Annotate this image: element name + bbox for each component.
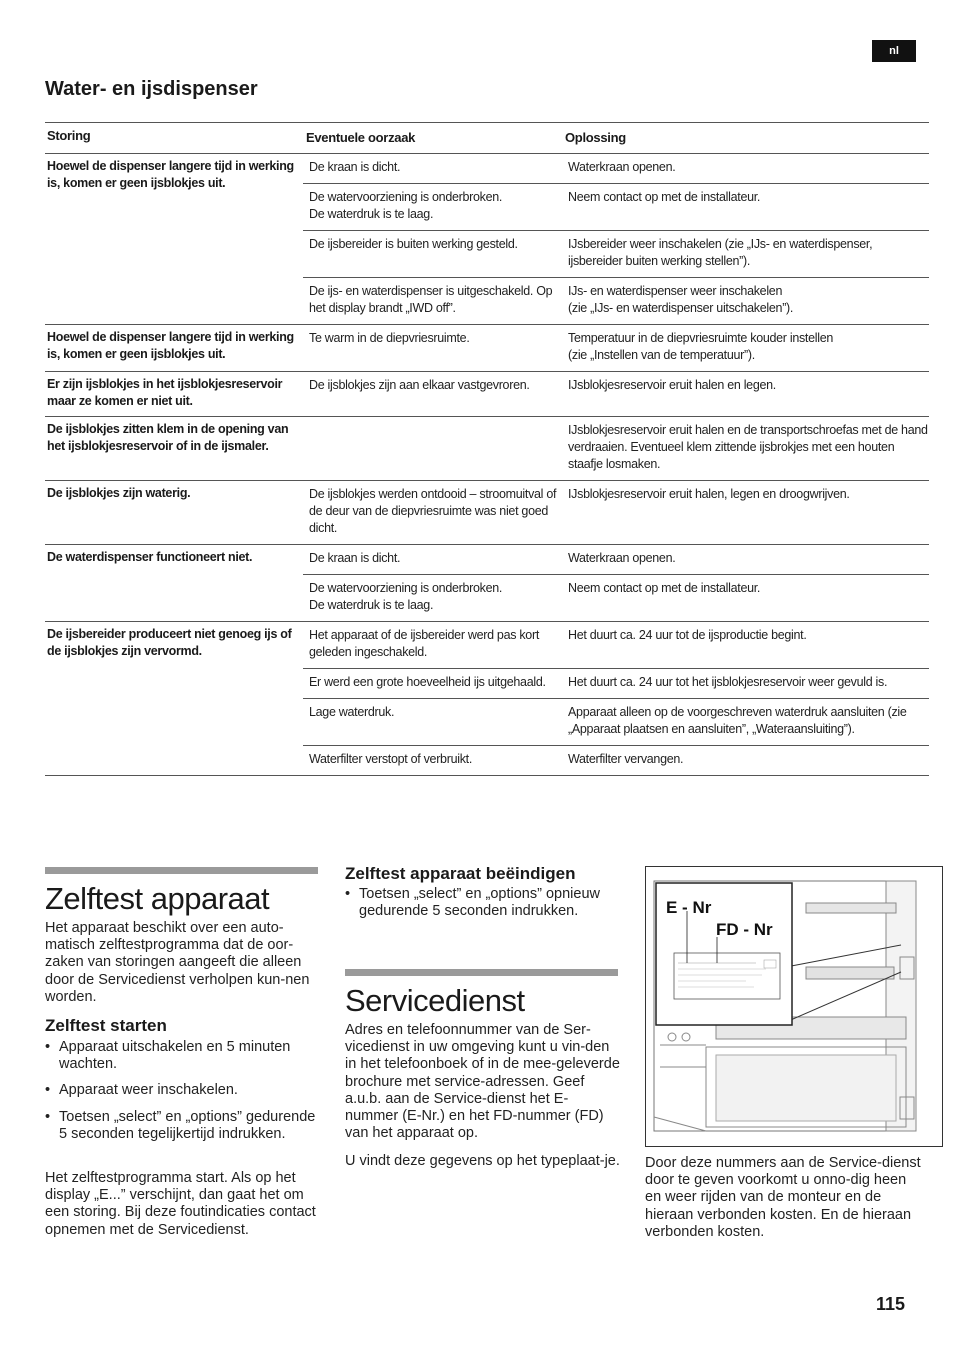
solution-cell: IJsblokjesreservoir eruit halen en de transportschroefas met de hand verdraaien. Eventueel klem zittende ijsbrokjes met een houten staafje losmaken. <box>568 423 928 471</box>
selftest-start-steps <box>45 1039 319 1152</box>
selftest-intro: Het apparaat beschikt over een auto-matisch zelftestprogramma dat de oor-zaken van storingen aangeeft die alleen door de Servicedienst verholpen kun-nen worden. <box>45 920 310 1005</box>
solution-cell: Apparaat alleen op de voorgeschreven waterdruk aansluiten (zie „Apparaat plaatsen en aansluiten”, „Wateraansluiting”). <box>568 705 907 736</box>
page-number: 115 <box>876 1294 906 1314</box>
table-row <box>303 575 929 621</box>
cause-cell: De ijsbereider is buiten werking gesteld. <box>309 237 518 251</box>
section-rule <box>45 867 318 874</box>
cause-cell: De watervoorziening is onderbroken. De waterdruk is te laag. <box>309 190 503 221</box>
list-item: • Toetsen „select” en „options” opnieuw gedurende 5 seconden indrukken. <box>345 886 610 920</box>
symptom-cell: De waterdispenser functioneert niet. <box>47 550 253 564</box>
cause-cell: De ijsblokjes zijn aan elkaar vastgevroren. <box>309 378 530 392</box>
table-row <box>303 746 929 775</box>
service-body: Adres en telefoonnummer van de Ser-vicedienst in uw omgeving kunt u vin-den in het telefoonboek of in de mee-geleverde brochure met service-adressen. Geef a.u.b. aan de Service-dienst het E-nummer (E-Nr.) en het FD-nummer (FD) van het apparaat op. <box>345 1022 620 1142</box>
symptom-cell: De ijsblokjes zijn waterig. <box>47 486 191 500</box>
table-row <box>303 622 929 669</box>
selftest-end-steps <box>345 886 610 929</box>
cause-cell: De kraan is dicht. <box>309 160 401 174</box>
solution-cell: Het duurt ca. 24 uur tot het ijsblokjesreservoir weer gevuld is. <box>568 675 888 689</box>
selftest-title: Zelftest apparaat <box>45 881 270 916</box>
section-rule <box>345 969 618 976</box>
list-item: • Apparaat weer inschakelen. <box>45 1082 319 1099</box>
cause-cell: De ijs- en waterdispenser is uitgeschakeld. Op het display brandt „IWD off”. <box>309 284 553 315</box>
list-item: • Apparaat uitschakelen en 5 minuten wachten. <box>45 1039 319 1073</box>
table-row <box>303 184 929 231</box>
header-oorzaak: Eventuele oorzaak <box>306 130 416 145</box>
table-row <box>303 669 929 699</box>
symptom-cell: Er zijn ijsblokjes in het ijsblokjesreservoir maar ze komen er niet uit. <box>47 377 283 408</box>
fdnr-label: FD - Nr <box>716 920 773 939</box>
table-row <box>303 417 929 480</box>
table-row-group <box>45 417 929 481</box>
header-oplossing: Oplossing <box>565 130 626 145</box>
symptom-cell: De ijsbereider produceert niet genoeg ijs of de ijsblokjes zijn vervormd. <box>47 627 292 658</box>
table-row-group <box>45 325 929 372</box>
service-body-2: U vindt deze gegevens op het typeplaat-je. <box>345 1153 620 1169</box>
solution-cell: Neem contact op met de installateur. <box>568 581 761 595</box>
solution-cell: Neem contact op met de installateur. <box>568 190 761 204</box>
solution-cell: Waterkraan openen. <box>568 551 676 565</box>
solution-cell: Waterfilter vervangen. <box>568 752 684 766</box>
solution-cell: Waterkraan openen. <box>568 160 676 174</box>
table-row <box>303 278 929 324</box>
solution-cell: IJsblokjesreservoir eruit halen en legen. <box>568 378 776 392</box>
cause-cell: De ijsblokjes werden ontdooid – stroomuitval of de deur van de diepvriesruimte was niet goed dicht. <box>309 487 557 535</box>
cause-cell: De watervoorziening is onderbroken. De waterdruk is te laag. <box>309 581 503 612</box>
table-row-group <box>45 154 929 325</box>
language-badge: nl <box>872 40 916 62</box>
selftest-start-title: Zelftest starten <box>45 1016 167 1035</box>
symptom-cell: De ijsblokjes zitten klem in de opening van het ijsblokjesreservoir of in de ijsmaler. <box>47 422 289 453</box>
table-row-group <box>45 481 929 545</box>
symptom-cell: Hoewel de dispenser langere tijd in werking is, komen er geen ijsblokjes uit. <box>47 330 294 361</box>
table-row-group <box>45 622 929 776</box>
service-title: Servicedienst <box>345 983 525 1018</box>
table-row <box>303 699 929 746</box>
cause-cell: Waterfilter verstopt of verbruikt. <box>309 752 472 766</box>
table-header <box>45 122 929 154</box>
solution-cell: Temperatuur in de diepvriesruimte kouder instellen (zie „Instellen van de temperatuur”). <box>568 331 834 362</box>
table-row <box>303 325 929 371</box>
troubleshooting-table <box>45 122 929 776</box>
cause-cell <box>306 417 562 429</box>
section-title: Water- en ijsdispenser <box>45 78 258 100</box>
rating-plate-figure <box>645 866 943 1147</box>
selftest-outro: Het zelftestprogramma start. Als op het display „E...” verschijnt, dan gaat het om een storing. Bij deze foutindicaties contact opnemen met de Servicedienst. <box>45 1170 316 1238</box>
solution-cell: Het duurt ca. 24 uur tot de ijsproductie begint. <box>568 628 807 642</box>
enr-label: E - Nr <box>666 898 712 917</box>
table-row <box>303 231 929 278</box>
fridge-illustration <box>646 867 942 1146</box>
header-storing: Storing <box>47 128 91 143</box>
cause-cell: Het apparaat of de ijsbereider werd pas kort geleden ingeschakeld. <box>309 628 539 659</box>
solution-cell: IJsblokjesreservoir eruit halen, legen en droogwrijven. <box>568 487 850 501</box>
table-row <box>303 154 929 184</box>
table-row <box>303 481 929 544</box>
solution-cell: IJsbereider weer inschakelen (zie „IJs- en waterdispenser, ijsbereider buiten werking stellen”). <box>568 237 873 268</box>
cause-cell: Te warm in de diepvriesruimte. <box>309 331 470 345</box>
table-row-group <box>45 372 929 417</box>
table-body <box>45 154 929 776</box>
symptom-cell: Hoewel de dispenser langere tijd in werking is, komen er geen ijsblokjes uit. <box>47 159 294 190</box>
table-row-group <box>45 545 929 622</box>
cause-cell: Er werd een grote hoeveelheid ijs uitgehaald. <box>309 675 546 689</box>
selftest-end-title: Zelftest apparaat beëindigen <box>345 864 576 883</box>
solution-cell: IJs- en waterdispenser weer inschakelen (zie „IJs- en waterdispenser uitschakelen”). <box>568 284 794 315</box>
figure-caption: Door deze nummers aan de Service-dienst door te geven voorkomt u onno-dig heen en weer rijden van de monteur en de hieraan verbonden kosten. En de hieraan verbonden kosten. <box>645 1155 921 1240</box>
list-item: • Toetsen „select” en „options” gedurende 5 seconden tegelijkertijd indrukken. <box>45 1109 319 1143</box>
cause-cell: Lage waterdruk. <box>309 705 395 719</box>
table-row <box>303 545 929 575</box>
cause-cell: De kraan is dicht. <box>309 551 401 565</box>
table-row <box>303 372 929 401</box>
